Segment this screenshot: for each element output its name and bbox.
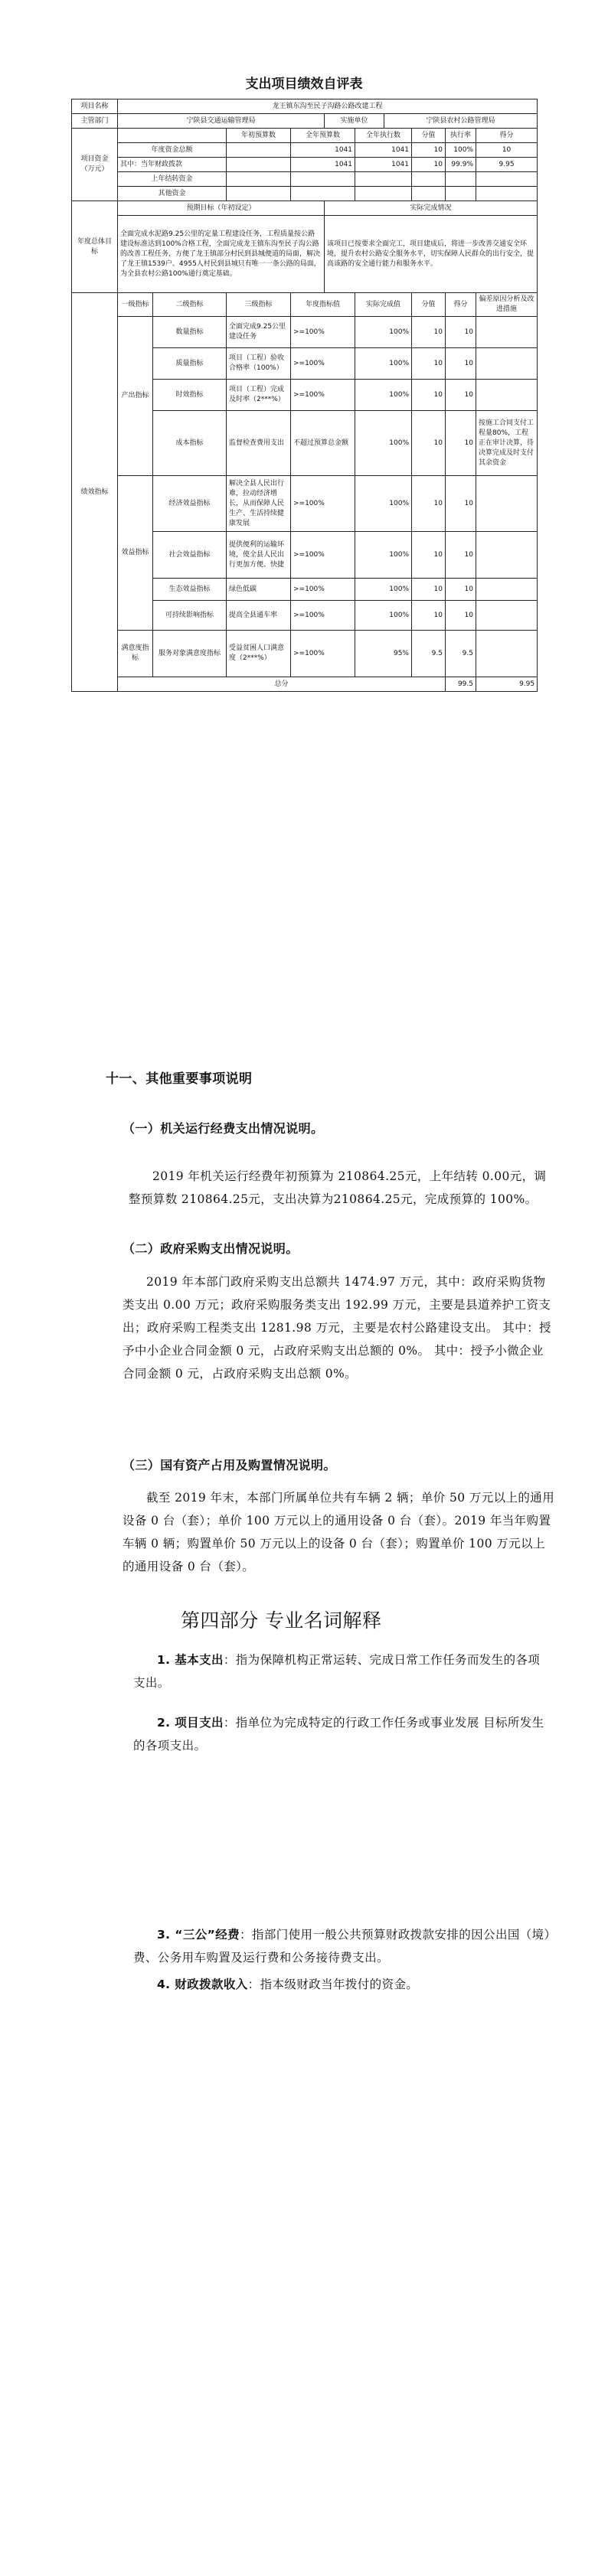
goal-actual-header: 实际完成情况 — [325, 201, 538, 216]
impl-label: 实施单位 — [325, 114, 384, 129]
fund-header: 年初预算数 — [227, 129, 291, 143]
fund-header: 全年预算数 — [291, 129, 355, 143]
table-row: 可持续影响指标 提高全县通车率 >=100% 100% 10 10 — [72, 601, 538, 631]
term-project-expenditure — [133, 1711, 551, 1757]
perf-header: 一级指标 — [118, 293, 153, 317]
sub1-paragraph: 2019 年机关运行经费年初预算为 210864.25元，上年结转 0.00元，调整预算数 210864.25元，支出决算为210864.25元，完成预算的 100%。 — [129, 1169, 547, 1206]
table-row: 产出指标 数量指标 全面完成9.25公里建设任务 >=100% 100% 10 10 — [72, 317, 538, 348]
term-definition: ：指为保障机构正常运转、完成日常工作任务而发生的各项支出。 — [133, 1653, 541, 1690]
goal-plan-header: 预期目标（年初设定） — [118, 201, 325, 216]
output-label: 产出指标 — [118, 317, 153, 476]
section11-sub2: （二）政府采购支出情况说明。 — [123, 1241, 299, 1256]
term-definition: ：指单位为完成特定的行政工作任务或事业发展 目标所发生的各项支出。 — [133, 1716, 544, 1753]
term-label: 4. 财政拨款收入 — [157, 1978, 248, 1991]
perf-header: 分值 — [412, 293, 446, 317]
fund-header: 执行率 — [446, 129, 476, 143]
fund-header: 得分 — [476, 129, 538, 143]
fund-header: 全年执行数 — [355, 129, 412, 143]
total-label: 总分 — [118, 677, 446, 692]
perf-header: 年度指标值 — [291, 293, 355, 317]
table-row: 其他资金 — [72, 187, 538, 201]
term-definition: ：指部门使用一般公共预算财政拨款安排的因公出国（境）费、公务用车购置及运行费和公务接待费支出。 — [133, 1928, 551, 1965]
section11-heading: 十一、其他重要事项说明 — [106, 1071, 253, 1087]
perf-header: 三级指标 — [227, 293, 291, 317]
dept-value: 宁陕县交通运输管理局 — [118, 114, 325, 129]
total-got: 9.95 — [476, 677, 538, 692]
term-three-public — [133, 1923, 551, 1969]
sub3-paragraph: 截至 2019 年末，本部门所属单位共有车辆 2 辆；单价 50 万元以上的通用设备 0 台（套）；单价 100 万元以上的通用设备 0 台（套）。2019 年当年购置车辆 0 辆；购置单价 50 万元以上的设备 0 台（套）；购置单价 100 万元以上的通用设备 0 台（套）。 — [123, 1491, 555, 1573]
table-row: 成本指标 监督检查费用支出 不超过预算总金额 100% 10 10 按施工合同支付工程量80%，工程正在审计决算，待决算完成及时支付其余资金 — [72, 411, 538, 476]
evaluation-table — [71, 99, 538, 692]
perf-header: 二级指标 — [153, 293, 227, 317]
fund-label: 项目资金（万元） — [72, 129, 118, 201]
table-row: 生态效益指标 绿色低碳 >=100% 100% 10 10 — [72, 579, 538, 601]
section11-sub1: （一）机关运行经费支出情况说明。 — [123, 1121, 324, 1136]
total-row — [72, 677, 538, 692]
project-name: 龙王镇东沟至民子沟路公路改建工程 — [118, 99, 538, 114]
table-row: 年度资金总额 1041 1041 10 100% 10 — [72, 143, 538, 158]
section11-sub3: （三）国有资产占用及购置情况说明。 — [123, 1458, 336, 1472]
part4-title: 第四部分 专业名词解释 — [181, 1609, 382, 1632]
evaluation-table-block — [0, 73, 608, 692]
term-definition: ：指本级财政当年拨付的资金。 — [247, 1978, 419, 1991]
term-fiscal-income — [133, 1973, 551, 1996]
table-row: 上年结转资金 — [72, 172, 538, 187]
goal-actual-text: 该项目已按要求全面完工，项目建成后，将进一步改善交通安全环境，提升农村公路安全服务水平，切实保障人民群众的出行安全，提高该路的安全通行能力和服务水平。 — [325, 216, 538, 293]
dept-label: 主管部门 — [72, 114, 118, 129]
goal-plan-text: 全面完成水泥路9.25公里的定量工程建设任务，工程质量按公路建设标准达到100%合格工程，全面完成龙王镇东沟至民子沟公路的改善工程任务，方便了龙王镇部分村民到县城便道的局面，解决了龙王镇1539户、4955人村民到县城只有唯一一条公路的局面，为全县农村公路100%通行奠定基础。 — [118, 216, 325, 293]
satisfaction-label: 满意度指标 — [118, 631, 153, 677]
perf-header: 偏差原因分析及改进措施 — [476, 293, 538, 317]
sub2-paragraph: 2019 年本部门政府采购支出总额共 1474.97 万元，其中：政府采购货物类支出 0.00 万元；政府采购服务类支出 192.99 万元，主要是县道养护工资支出；政府采购工程类支出 1281.98 万元，主要是农村公路建设支出。 其中：授予中小企业合同金额 0 元，占政府采购支出总额的 0%。 其中：授予小微企业合同金额 0 元，占政府采购支出总额 0%。 — [123, 1275, 551, 1381]
table-row: 时效指标 项目（工程）完成及时率（2***%） >=100% 100% 10 10 — [72, 380, 538, 411]
table-row: 质量指标 项目（工程）验收合格率（100%） >=100% 100% 10 10 — [72, 348, 538, 380]
table-row: 满意度指标 服务对象满意度指标 受益贫困人口满意度（2***%） >=100% 95% 9.5 9.5 — [72, 631, 538, 677]
table-row: 效益指标 经济效益指标 解决全县人民出行难，拉动经济增长，从而保障人民生产、生活持续健康发展 >=100% 100% 10 10 — [72, 476, 538, 532]
term-label: 3. “三公”经费 — [157, 1928, 240, 1942]
benefit-label: 效益指标 — [118, 476, 153, 631]
table-title: 支出项目绩效自评表 — [245, 77, 363, 92]
fund-header: 分值 — [412, 129, 446, 143]
table-row: 其中：当年财政拨款 1041 1041 10 99.9% 9.95 — [72, 158, 538, 172]
term-label: 1. 基本支出 — [157, 1653, 224, 1667]
perf-header: 得分 — [446, 293, 476, 317]
perf-label: 绩效指标 — [72, 293, 118, 692]
perf-header: 实际完成值 — [355, 293, 412, 317]
impl-value: 宁陕县农村公路管理局 — [384, 114, 538, 129]
term-basic-expenditure — [133, 1648, 551, 1694]
total-score: 99.5 — [446, 677, 476, 692]
table-row: 社会效益指标 提供便利的运输环境，使全县人民出行更加方便、快捷 >=100% 100% 10 10 — [72, 532, 538, 579]
project-name-label: 项目名称 — [72, 99, 118, 114]
goal-label: 年度总体目标 — [72, 201, 118, 293]
term-label: 2. 项目支出 — [157, 1716, 224, 1730]
